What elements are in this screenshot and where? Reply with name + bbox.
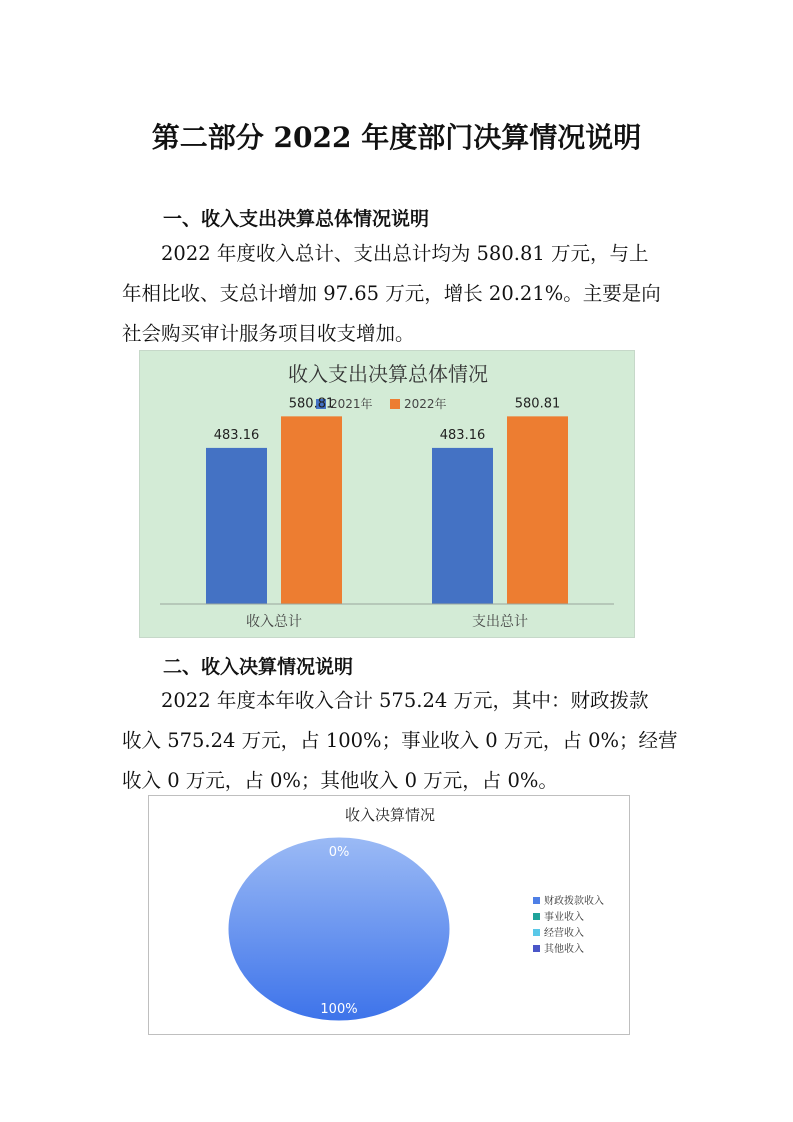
pie-slice-财政拨款收入	[228, 837, 450, 1021]
pie-data-label: 100%	[320, 1002, 358, 1017]
category-label: 支出总计	[472, 614, 528, 630]
paragraph-line: 2022 年度本年收入合计 575.24 万元，其中：财政拨款	[161, 689, 649, 712]
bar-data-label: 483.16	[439, 427, 486, 443]
legend-label: 财政拨款收入	[544, 896, 604, 907]
paragraph-line: 年相比收、支总计增加 97.65 万元，增长 20.21%。主要是向	[122, 282, 661, 305]
legend-swatch	[533, 929, 540, 936]
pie-group	[228, 837, 450, 1021]
paragraph-line: 2022 年度收入总计、支出总计均为 580.81 万元，与上	[161, 242, 649, 265]
paragraph-line: 收入 0 万元，占 0%；其他收入 0 万元，占 0%。	[122, 769, 558, 792]
page-title: 第二部分 2022 年度部门决算情况说明	[151, 121, 642, 154]
legend-swatch	[533, 913, 540, 920]
chart-title: 收入支出决算总体情况	[288, 362, 488, 386]
bar-2022年-收入总计	[281, 416, 342, 604]
paragraph-line: 收入 575.24 万元，占 100%；事业收入 0 万元，占 0%；经营	[122, 729, 678, 752]
income-pie-chart	[148, 795, 630, 1035]
pie-data-label: 0%	[328, 845, 350, 860]
chart-title: 收入决算情况	[344, 806, 436, 824]
legend-swatch	[533, 897, 540, 904]
legend-label: 其他收入	[544, 944, 584, 955]
bar-data-label: 483.16	[213, 427, 260, 443]
legend-label-2022: 2022年	[404, 397, 447, 411]
bar-data-label: 580.81	[514, 396, 561, 412]
bar-2021年-收入总计	[206, 448, 267, 604]
section-2-paragraph	[122, 681, 682, 801]
bar-2021年-支出总计	[432, 448, 493, 604]
section-1-heading: 一、收入支出决算总体情况说明	[163, 208, 430, 230]
bar-chart-svg	[140, 351, 636, 639]
legend-swatch-2022	[390, 399, 400, 409]
legend-label: 经营收入	[544, 928, 584, 939]
chart-legend	[533, 894, 604, 955]
pie-chart-svg	[149, 796, 631, 1036]
section-1-paragraph	[122, 234, 682, 354]
legend-swatch	[533, 945, 540, 952]
bar-group	[206, 396, 568, 604]
income-expense-bar-chart	[139, 350, 635, 638]
legend-label: 事业收入	[544, 912, 584, 923]
legend-label-2021: 2021年	[330, 397, 373, 411]
paragraph-line: 社会购买审计服务项目收支增加。	[122, 322, 415, 345]
category-label: 收入总计	[246, 614, 302, 630]
bar-data-label: 580.81	[288, 396, 335, 412]
bar-2022年-支出总计	[507, 416, 568, 604]
chart-legend	[316, 396, 447, 411]
section-2-heading: 二、收入决算情况说明	[163, 656, 354, 678]
